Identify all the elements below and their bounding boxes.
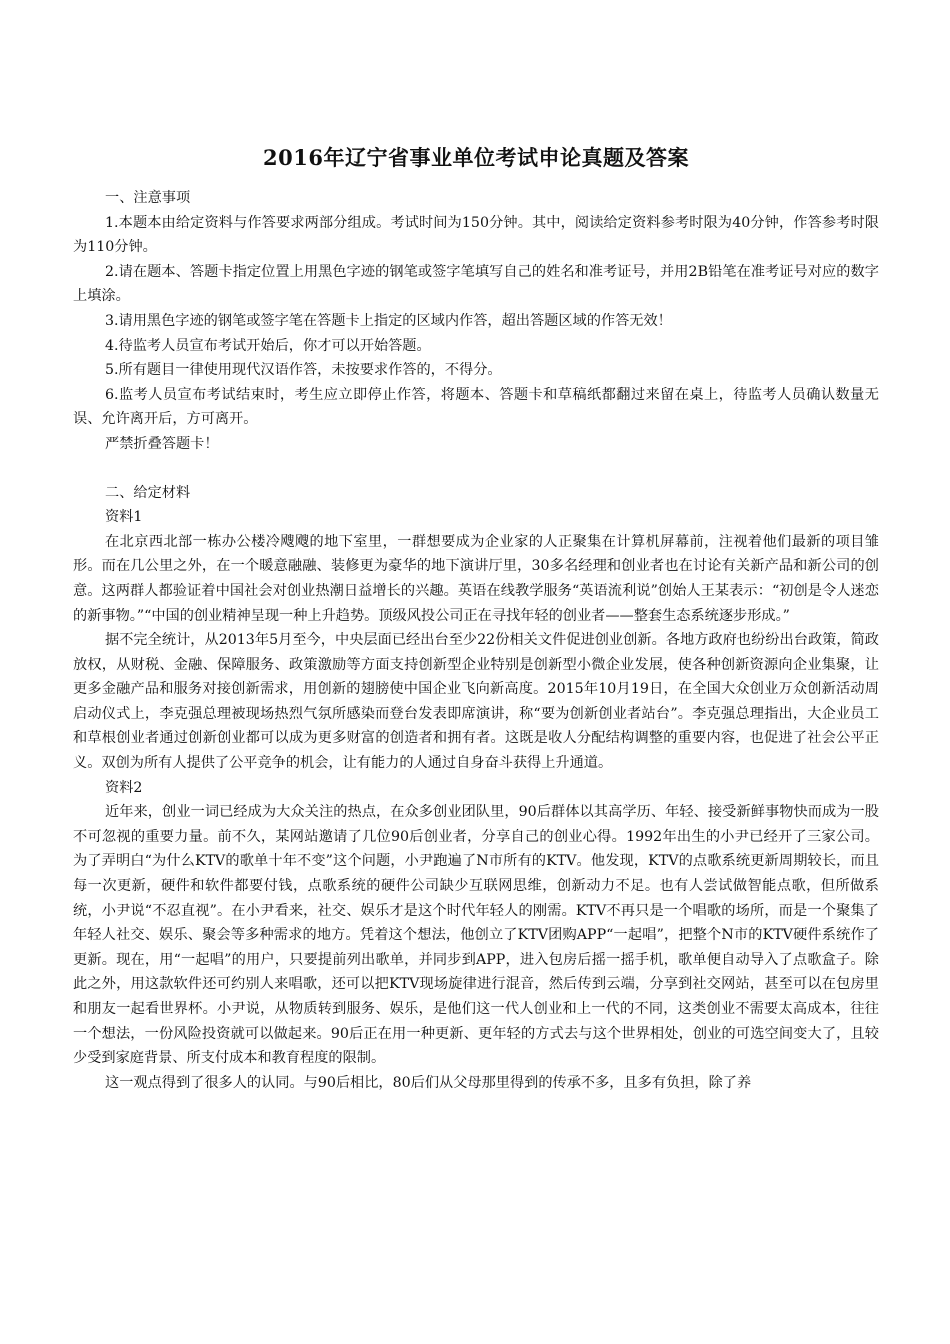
- notes-item-4: 4.待监考人员宣布考试开始后，你才可以开始答题。: [105, 337, 431, 354]
- material-2-paragraph-2: 这一观点得到了很多人的认同。与90后相比，80后们从父母那里得到的传承不多，且多有负担，除了养: [105, 1074, 752, 1091]
- document-title: 2016年辽宁省事业单位考试申论真题及答案: [263, 145, 689, 170]
- notes-item-2: 2.请在题本、答题卡指定位置上用黑色字迹的钢笔或签字笔填写自己的姓名和准考证号，并用2B铅笔在准考证号对应的数字上填涂。: [73, 263, 879, 305]
- notes-item-6: 6.监考人员宣布考试结束时，考生应立即停止作答，将题本、答题卡和草稿纸都翻过来留在桌上，待监考人员确认数量无误、允许离开后，方可离开。: [73, 386, 879, 428]
- notes-item-1: 1.本题本由给定资料与作答要求两部分组成。考试时间为150分钟。其中，阅读给定资料参考时限为40分钟，作答参考时限为110分钟。: [73, 214, 879, 256]
- notes-item-5: 5.所有题目一律使用现代汉语作答，未按要求作答的，不得分。: [105, 362, 502, 379]
- material-1-label: 资料1: [105, 509, 143, 526]
- material-2-label: 资料2: [105, 779, 143, 796]
- notes-item-3: 3.请用黑色字迹的钢笔或签字笔在答题卡上指定的区域内作答，超出答题区域的作答无效！: [105, 312, 672, 329]
- material-2-paragraph-1: 近年来，创业一词已经成为大众关注的热点，在众多创业团队里，90后群体以其高学历、年轻、接受新鲜事物快而成为一股不可忽视的重要力量。前不久，某网站邀请了几位90后创业者，分享自己的创业心得。1992年出生的小尹已经开了三家公司。为了弄明白“为什么KTV的歌单十年不变”这个问题，小尹跑遍了N市所有的KTV。他发现，KTV的点歌系统更新周期较长，而且每一次更新，硬件和软件都要付钱，点歌系统的硬件公司缺少互联网思维，创新动力不足。也有人尝试做智能点歌，但所做系统，小尹说“不忍直视”。在小尹看来，社交、娱乐才是这个时代年轻人的刚需。KTV不再只是一个唱歌的场所，而是一个聚集了年轻人社交、娱乐、聚会等多种需求的地方。凭着这个想法，他创立了KTV团购APP“一起唱”，把整个N市的KTV硬件系统作了更新。现在，用“一起唱”的用户，只要提前列出歌单，并同步到APP，进入包房后摇一摇手机，歌单便自动导入了点歌盒子。除此之外，用这款软件还可约别人来唱歌，还可以把KTV现场旋律进行混音，然后传到云端，分享到社交网站，甚至可以在包房里和朋友一起看世界杯。小尹说，从物质转到服务、娱乐，是他们这一代人创业和上一代的不同，这类创业不需要太高成本，往往一个想法，一份风险投资就可以做起来。90后正在用一种更新、更年轻的方式去与这个世界相处，创业的可选空间变大了，且较少受到家庭背景、所支付成本和教育程度的限制。: [73, 804, 879, 1067]
- material-1-paragraph-1: 在北京西北部一栋办公楼冷飕飕的地下室里，一群想要成为企业家的人正聚集在计算机屏幕前，注视着他们最新的项目雏形。而在几公里之外，在一个暖意融融、装修更为豪华的地下演讲厅里，30多名经理和创业者也在讨论有关新产品和新公司的创意。这两群人都验证着中国社会对创业热潮日益增长的兴趣。英语在线教学服务“英语流利说”创始人王某表示：“初创是令人迷恋的新事物。”“中国的创业精神呈现一种上升趋势。顶级风投公司正在寻找年轻的创业者——整套生态系统逐步形成。”: [73, 533, 879, 624]
- document-page: [73, 140, 879, 1095]
- notes-warning: 严禁折叠答题卡！: [105, 435, 219, 452]
- section-gap: [73, 457, 879, 481]
- section-heading-materials: 二、给定材料: [105, 484, 191, 501]
- material-1-paragraph-2: 据不完全统计，从2013年5月至今，中央层面已经出台至少22份相关文件促进创业创新。各地方政府也纷纷出台政策，简政放权，从财税、金融、保障服务、政策激励等方面支持创新型企业特别是创新型小微企业发展，使各种创新资源向企业集聚，让更多金融产品和服务对接创新需求，用创新的翅膀使中国企业飞向新高度。2015年10月19日，在全国大众创业万众创新活动周启动仪式上，李克强总理被现场热烈气氛所感染而登台发表即席演讲，称“要为创新创业者站台”。李克强总理指出，大企业员工和草根创业者通过创新创业都可以成为更多财富的创造者和拥有者。这既是收人分配结构调整的重要内容，也促进了社会公平正义。双创为所有人提供了公平竞争的机会，让有能力的人通过自身奋斗获得上升通道。: [73, 632, 879, 772]
- section-heading-notes: 一、注意事项: [105, 190, 191, 206]
